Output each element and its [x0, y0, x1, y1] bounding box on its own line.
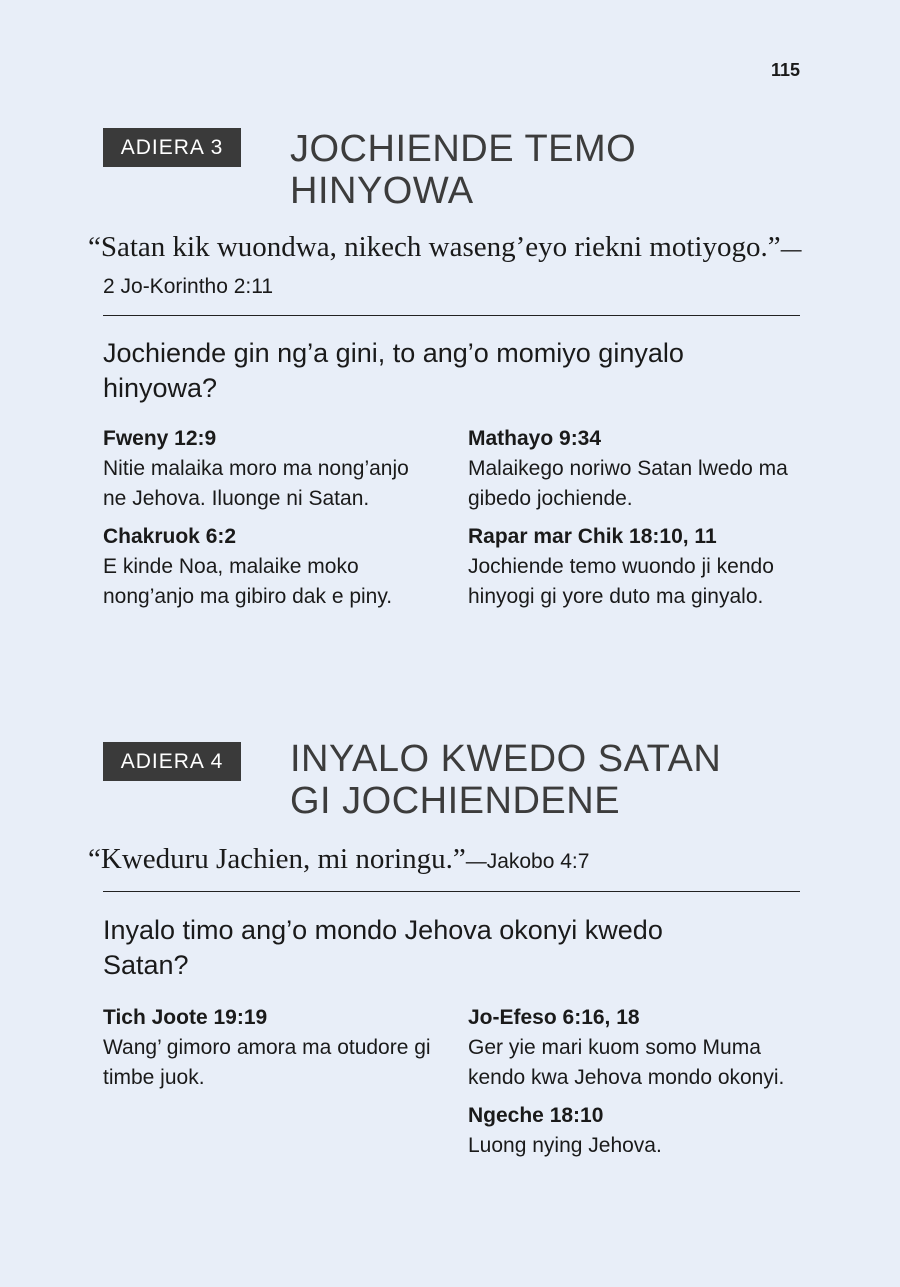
- section-question: Jochiende gin ng’a gini, to ang’o momiyo ginyalo hinyowa?: [103, 338, 684, 403]
- scripture-ref: Fweny 12:9: [103, 427, 217, 450]
- scripture-ref: Chakruok 6:2: [103, 525, 237, 548]
- scripture-entry: [468, 1101, 798, 1161]
- scripture-text: Luong nying Jehova.: [468, 1134, 662, 1157]
- scripture-text: Ger yie mari kuom somo Muma kendo kwa Jehova mondo okonyi.: [468, 1036, 785, 1089]
- section-question: Inyalo timo ang’o mondo Jehova okonyi kwedo Satan?: [103, 915, 663, 980]
- scripture-text: Jochiende temo wuondo ji kendo hinyogi gi yore duto ma ginyalo.: [468, 555, 774, 608]
- section-badge: ADIERA 4: [103, 742, 241, 781]
- left-column: [103, 1003, 433, 1101]
- quote-reference: —Jakobo 4:7: [465, 850, 590, 873]
- scripture-entry: [468, 1003, 798, 1093]
- scripture-ref: Mathayo 9:34: [468, 427, 602, 450]
- right-column: [468, 1003, 798, 1169]
- scripture-text: Wang’ gimoro amora ma otudore gi timbe juok.: [103, 1036, 431, 1089]
- scripture-ref: Tich Joote 19:19: [103, 1006, 268, 1029]
- scripture-ref: Ngeche 18:10: [468, 1104, 604, 1127]
- scripture-quote: [88, 842, 808, 879]
- section-heading: [290, 738, 850, 822]
- divider: [103, 891, 800, 892]
- heading-line: HINYOWA: [290, 170, 474, 212]
- quote-reference: —2 Jo-Korintho 2:11: [103, 238, 802, 298]
- section-badge: ADIERA 3: [103, 128, 241, 167]
- scripture-text: E kinde Noa, malaike moko nong’anjo ma gibiro dak e piny.: [103, 555, 393, 608]
- heading-line: INYALO KWEDO SATAN: [290, 738, 722, 780]
- page-number: 115: [770, 60, 800, 80]
- scripture-entry: [103, 1003, 433, 1093]
- heading-line: JOCHIENDE TEMO: [290, 128, 637, 170]
- scripture-ref: Rapar mar Chik 18:10, 11: [468, 525, 717, 548]
- scripture-ref: Jo-Efeso 6:16, 18: [468, 1006, 640, 1029]
- quote-text: “Satan kik wuondwa, nikech waseng’eyo riekni motiyogo.”: [88, 231, 781, 263]
- quote-text: “Kweduru Jachien, mi noringu.”: [88, 843, 466, 875]
- heading-line: GI JOCHIENDENE: [290, 780, 621, 822]
- scripture-text: Malaikego noriwo Satan lwedo ma gibedo jochiende.: [468, 457, 788, 510]
- scripture-text: Nitie malaika moro ma nong’anjo ne Jehova. Iluonge ni Satan.: [103, 457, 409, 510]
